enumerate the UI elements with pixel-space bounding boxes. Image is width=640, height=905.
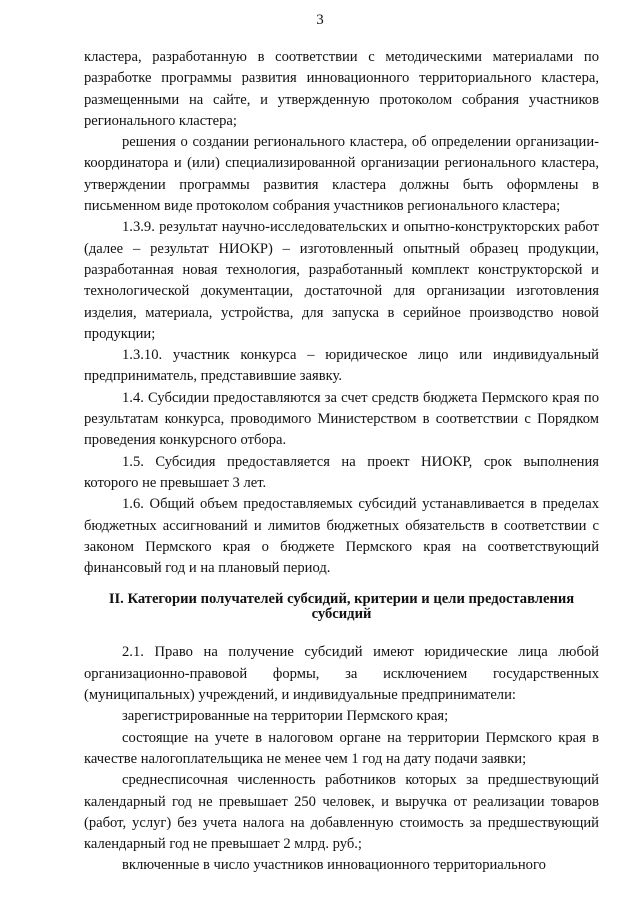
list-item: среднесписочная численность работников которых за предшествующий календарный год не превышает 250 человек, и выручка от реализации товаров (работ, услуг) без учета налога на добавленную стоимость за предшествующий календарный год не превышает 2 млрд. руб.; xyxy=(84,772,599,853)
paragraph: решения о создании регионального кластера, об определении организации-координатора и (или) специализированной организации регионального кластера, утверждении программы развития кластера должны быть оформлены в письменном виде протоколом собрания участников регионального кластера; xyxy=(84,134,599,215)
list-item: зарегистрированные на территории Пермского края; xyxy=(122,708,449,725)
section-heading: II. Категории получателей субсидий, критерии и цели предоставления субсидий xyxy=(108,591,575,623)
list-item: состоящие на учете в налоговом органе на территории Пермского края в качестве налогоплательщика не менее чем 1 год на дату подачи заявки; xyxy=(84,729,599,767)
document-body xyxy=(84,47,599,877)
paragraph: 1.6. Общий объем предоставляемых субсидий устанавливается в пределах бюджетных ассигнований и лимитов бюджетных обязательств в соответствии с законом Пермского края о бюджете Пермского края на соответствующий финансовый год и на плановый период. xyxy=(84,496,599,577)
paragraph: 1.4. Субсидии предоставляются за счет средств бюджета Пермского края по результатам конкурса, проводимого Министерством в соответствии с Порядком проведения конкурсного отбора. xyxy=(84,389,599,449)
paragraph: кластера, разработанную в соответствии с методическими материалами по разработке программы развития инновационного территориального кластера, размещенными на сайте, и утвержденную протоколом собрания участников регионального кластера; xyxy=(84,49,599,129)
paragraph: 1.5. Субсидия предоставляется на проект НИОКР, срок выполнения которого не превышает 3 лет. xyxy=(84,453,599,491)
list-item: включенные в число участников инновационного территориального xyxy=(122,857,546,874)
page-number: 3 xyxy=(316,12,324,28)
paragraph: 2.1. Право на получение субсидий имеют юридические лица любой организационно-правовой формы, за исключением государственных (муниципальных) учреждений, и индивидуальные предприниматели: xyxy=(84,644,599,704)
paragraph: 1.3.9. результат научно-исследовательских и опытно-конструкторских работ (далее – результат НИОКР) – изготовленный опытный образец продукции, разработанная новая технология, разработанный комплект конструкторской и технологической документации, достаточной для организации изготовления изделия, материала, устройства, для запуска в серийное производство новой продукции; xyxy=(84,219,599,342)
paragraph: 1.3.10. участник конкурса – юридическое лицо или индивидуальный предприниматель, представившие заявку. xyxy=(84,347,599,385)
